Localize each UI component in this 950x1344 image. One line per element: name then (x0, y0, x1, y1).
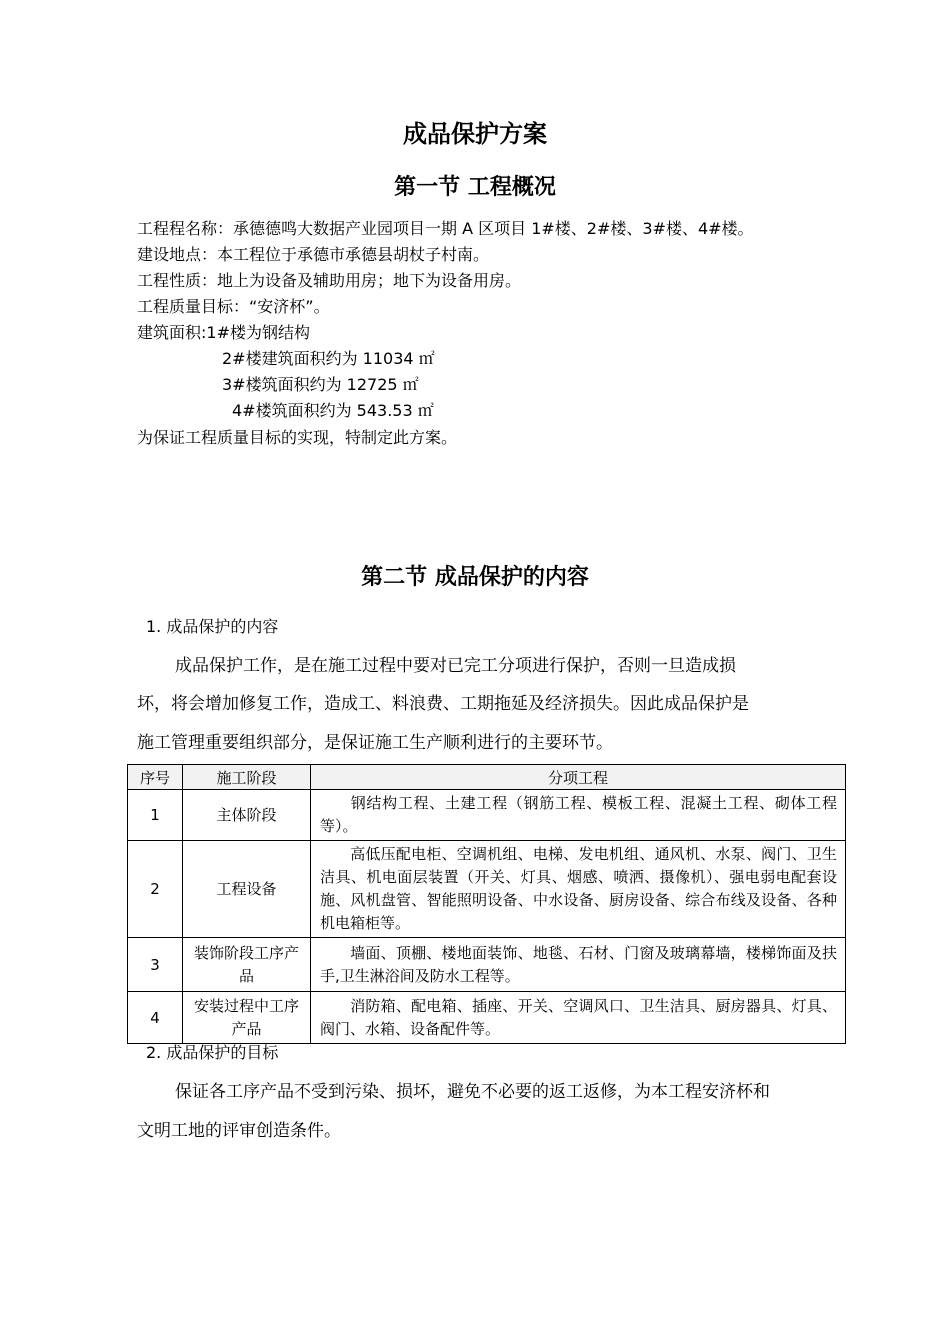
section2-title: 第二节 成品保护的内容 (361, 565, 589, 590)
row-items-cell (311, 938, 846, 992)
building-area-line: 建筑面积:1#楼为钢结构 (137, 323, 310, 342)
document-title: 成品保护方案 (403, 120, 547, 148)
row-items: 钢结构工程、土建工程（钢筋工程、模板工程、混凝土工程、砌体工程等）。 (320, 794, 837, 835)
site-location-line: 建设地点：本工程位于承德市承德县胡杖子村南。 (137, 245, 490, 264)
header-stage: 施工阶段 (183, 765, 311, 790)
table-row (128, 992, 846, 1044)
row-stage: 工程设备 (183, 841, 311, 938)
protection-stages-table (127, 764, 846, 1044)
row-items: 消防箱、配电箱、插座、开关、空调风口、卫生洁具、厨房器具、灯具、阀门、水箱、设备配件等。 (320, 996, 837, 1038)
row-items: 墙面、顶棚、楼地面装饰、地毯、石材、门窗及玻璃幕墙，楼梯饰面及扶手,卫生淋浴间及防水工程等。 (320, 943, 837, 985)
header-number: 序号 (128, 765, 183, 790)
row-stage: 装饰阶段工序产品 (183, 938, 311, 992)
purpose-line: 为保证工程质量目标的实现，特制定此方案。 (137, 428, 458, 447)
paragraph2-line: 文明工地的评审创造条件。 (137, 1121, 341, 1141)
quality-target-line: 工程质量目标：“安济杯”。 (137, 297, 330, 316)
item2-heading: 2. 成品保护的目标 (146, 1043, 279, 1062)
row-number: 2 (128, 841, 183, 938)
paragraph1-line: 成品保护工作，是在施工过程中要对已完工分项进行保护，否则一旦造成损 (175, 656, 736, 676)
table-row (128, 790, 846, 841)
building4-area-line: 4#楼筑面积约为 543.53 ㎡ (232, 401, 434, 420)
paragraph1-line: 施工管理重要组织部分，是保证施工生产顺利进行的主要环节。 (137, 733, 613, 753)
row-number: 3 (128, 938, 183, 992)
row-number: 1 (128, 790, 183, 841)
header-items: 分项工程 (311, 765, 846, 790)
paragraph1-line: 坏，将会增加修复工作，造成工、料浪费、工期拖延及经济损失。因此成品保护是 (137, 694, 749, 714)
building3-area-line: 3#楼筑面积约为 12725 ㎡ (222, 375, 419, 394)
paragraph2-line: 保证各工序产品不受到污染、损坏，避免不必要的返工返修，为本工程安济杯和 (175, 1082, 770, 1102)
item1-heading: 1. 成品保护的内容 (146, 617, 279, 636)
table-header-row (128, 765, 846, 790)
row-items-cell (311, 841, 846, 938)
row-items-cell (311, 992, 846, 1044)
project-nature-line: 工程性质：地上为设备及辅助用房；地下为设备用房。 (137, 271, 522, 290)
section1-title: 第一节 工程概况 (394, 175, 556, 200)
row-number: 4 (128, 992, 183, 1044)
row-items: 高低压配电柜、空调机组、电梯、发电机组、通风机、水泵、阀门、卫生洁具、机电面层装置（开关、灯具、烟感、喷洒、摄像机）、强电弱电配套设施、风机盘管、智能照明设备、中水设备、厨房设备、综合布线及设备、各种机电箱柜等。 (320, 845, 837, 932)
table-row (128, 841, 846, 938)
table-row (128, 938, 846, 992)
row-stage: 安装过程中工序产品 (183, 992, 311, 1044)
building2-area-line: 2#楼建筑面积约为 11034 ㎡ (222, 349, 435, 368)
row-stage: 主体阶段 (183, 790, 311, 841)
project-name-line: 工程程名称：承德德鸣大数据产业园项目一期 A 区项目 1#楼、2#楼、3#楼、4#楼。 (137, 219, 754, 238)
row-items-cell (311, 790, 846, 841)
